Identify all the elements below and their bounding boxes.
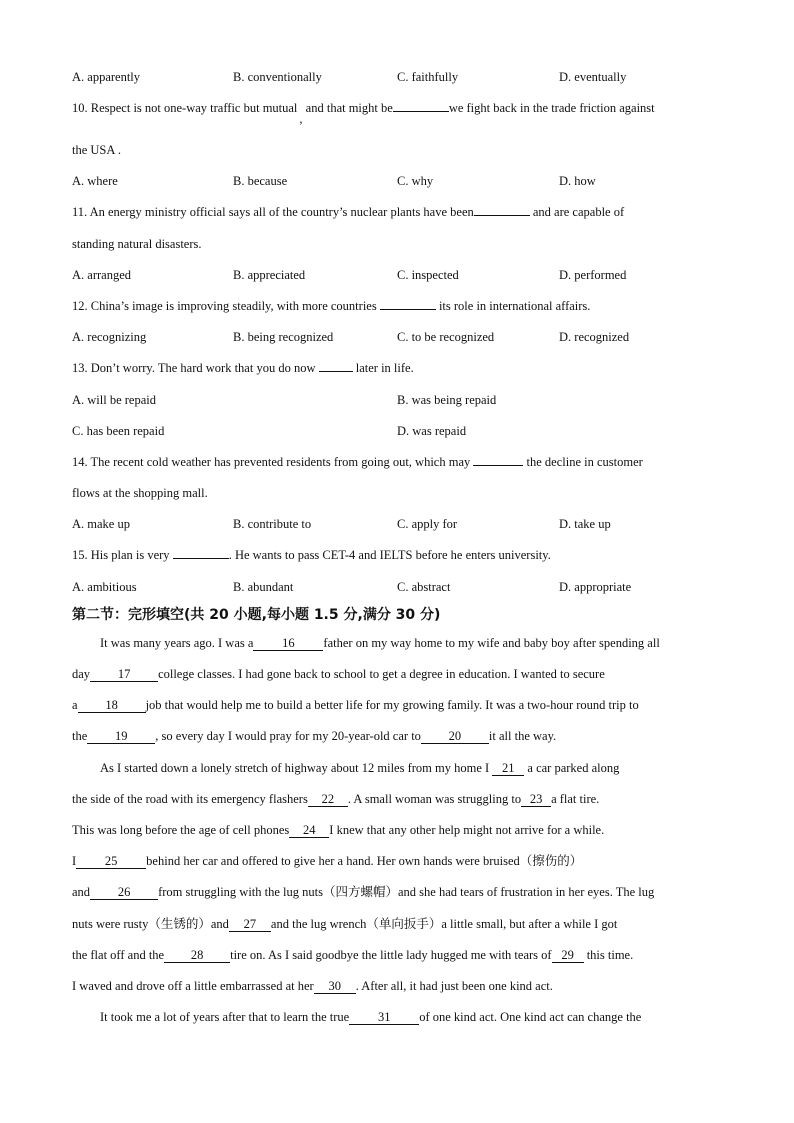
passage-p2-line6: nuts were rusty（生锈的）and 27 and the lug wrench（单向扳手）a little small, but after a while I got — [72, 917, 618, 931]
q13-option-a: A. will be repaid — [72, 393, 157, 407]
q14-option-b: B. contribute to — [233, 517, 312, 531]
q13-blank — [319, 371, 353, 372]
q14-option-d: D. take up — [559, 517, 611, 531]
q15-stem: 15. His plan is very . He wants to pass CET-4 and IELTS before he enters university. — [72, 548, 551, 562]
q9-option-a: A. apparently — [72, 70, 141, 84]
q11-stem-cont: standing natural disasters. — [72, 237, 202, 251]
q9-option-d: D. eventually — [559, 70, 627, 84]
blank-18: 18 — [78, 699, 146, 713]
passage-p2-line7: the flat off and the 28 tire on. As I said goodbye the little lady hugged me with tears of 29 this time. — [72, 948, 634, 962]
blank-17: 17 — [90, 668, 158, 682]
blank-31: 31 — [349, 1011, 419, 1025]
q11-stem: 11. An energy ministry official says all of the country’s nuclear plants have been and are capable of — [72, 205, 625, 219]
q12-option-b: B. being recognized — [233, 330, 334, 344]
q9-option-c: C. faithfully — [397, 70, 459, 84]
q15-blank — [173, 558, 229, 559]
passage-p2-line5: and 26 from struggling with the lug nuts（四方螺帽）and she had tears of frustration in her eyes. The lug — [72, 885, 655, 899]
q12-option-d: D. recognized — [559, 330, 630, 344]
q12-blank — [380, 309, 436, 310]
q11-option-d: D. performed — [559, 268, 627, 282]
blank-26: 26 — [90, 886, 158, 900]
passage-p1-line3: a 18 job that would help me to build a better life for my growing family. It was a two-hour round trip to — [72, 698, 639, 712]
blank-27: 27 — [229, 918, 271, 932]
q12-option-c: C. to be recognized — [397, 330, 495, 344]
q13-stem: 13. Don’t worry. The hard work that you do now later in life. — [72, 361, 414, 375]
blank-16: 16 — [253, 637, 323, 651]
blank-23: 23 — [521, 793, 551, 807]
blank-22: 22 — [308, 793, 348, 807]
q15-option-b: B. abundant — [233, 580, 294, 594]
q14-blank — [473, 465, 523, 466]
blank-24: 24 — [289, 824, 329, 838]
q15-option-c: C. abstract — [397, 580, 451, 594]
blank-30: 30 — [314, 980, 356, 994]
passage-p2-line3: This was long before the age of cell phones 24 I knew that any other help might not arrive for a while. — [72, 823, 605, 837]
q11-option-c: C. inspected — [397, 268, 459, 282]
q14-stem: 14. The recent cold weather has prevented residents from going out, which may the decline in customer — [72, 455, 643, 469]
blank-21: 21 — [492, 762, 524, 776]
q10-option-a: A. where — [72, 174, 118, 188]
q11-option-a: A. arranged — [72, 268, 131, 282]
blank-28: 28 — [164, 949, 230, 963]
blank-25: 25 — [76, 855, 146, 869]
passage-p1-line2: day 17 college classes. I had gone back to school to get a degree in education. I wanted to secure — [72, 667, 605, 681]
q14-option-c: C. apply for — [397, 517, 458, 531]
passage-p2-line8: I waved and drove off a little embarrassed at her 30 . After all, it had just been one kind act. — [72, 979, 553, 993]
q12-stem: 12. China’s image is improving steadily, with more countries its role in international affairs. — [72, 299, 591, 313]
passage-p1-line1: It was many years ago. I was a 16 father on my way home to my wife and baby boy after spending all — [100, 636, 660, 650]
q10-option-d: D. how — [559, 174, 596, 188]
blank-29: 29 — [552, 949, 584, 963]
q10-stem: 10. Respect is not one-way traffic but mutual, and that might be we fight back in the trade friction against — [72, 101, 655, 126]
q9-option-b: B. conventionally — [233, 70, 322, 84]
passage-p1-line4: the 19 , so every day I would pray for my 20-year-old car to 20 it all the way. — [72, 729, 557, 743]
q14-stem-cont: flows at the shopping mall. — [72, 486, 208, 500]
q10-stem-cont: the USA . — [72, 143, 121, 157]
q10-option-c: C. why — [397, 174, 434, 188]
passage-p2-line4: I 25 behind her car and offered to give her a hand. Her own hands were bruised（擦伤的） — [72, 854, 583, 868]
q15-option-d: D. appropriate — [559, 580, 632, 594]
passage-p2-line1: As I started down a lonely stretch of highway about 12 miles from my home I 21 a car parked along — [100, 761, 620, 775]
q13-option-d: D. was repaid — [397, 424, 467, 438]
q14-option-a: A. make up — [72, 517, 130, 531]
q10-blank — [393, 111, 449, 112]
q12-option-a: A. recognizing — [72, 330, 147, 344]
q15-option-a: A. ambitious — [72, 580, 137, 594]
q13-option-b: B. was being repaid — [397, 393, 497, 407]
q11-blank — [474, 215, 530, 216]
q10-option-b: B. because — [233, 174, 288, 188]
q13-option-c: C. has been repaid — [72, 424, 165, 438]
blank-19: 19 — [87, 730, 155, 744]
blank-20: 20 — [421, 730, 489, 744]
q11-option-b: B. appreciated — [233, 268, 306, 282]
passage-p2-line2: the side of the road with its emergency flashers 22 . A small woman was struggling to 23 a flat tire. — [72, 792, 600, 806]
passage-p3-line1: It took me a lot of years after that to learn the true 31 of one kind act. One kind act can change the — [100, 1010, 642, 1024]
section2-heading: 第二节：完形填空(共 20 小题,每小题 1.5 分,满分 30 分) — [72, 607, 441, 623]
